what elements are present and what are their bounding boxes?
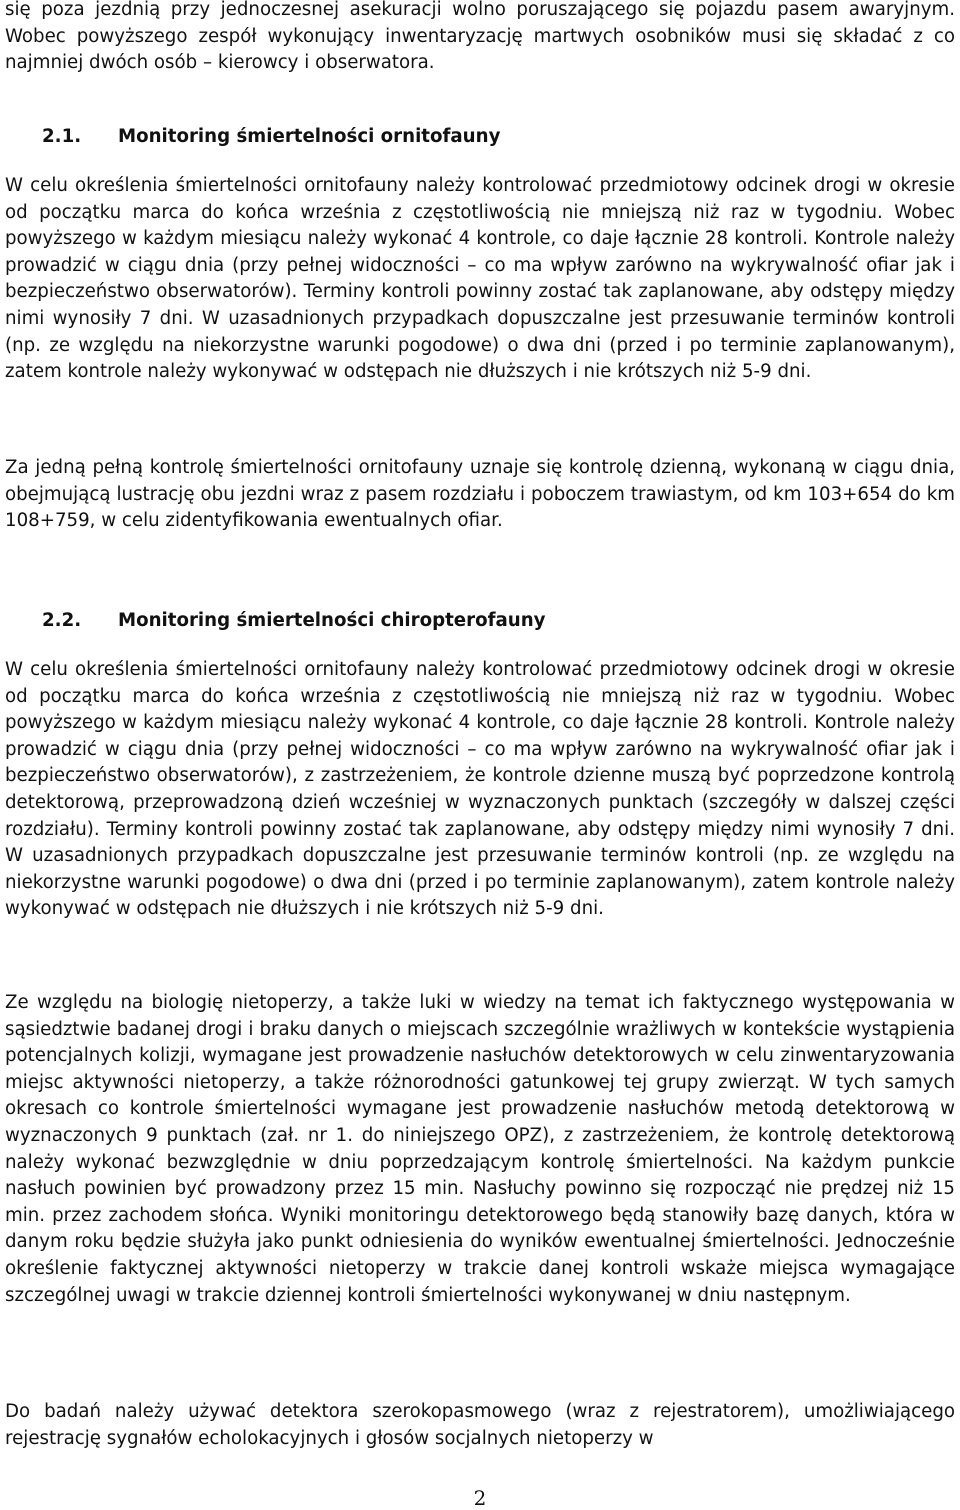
section-2-1-paragraph-2: Za jedną pełną kontrolę śmiertelności ornitofauny uznaje się kontrolę dzienną, wykonaną w ciągu dnia, obejmującą lustrację obu jezdni wraz z pasem rozdziału i poboczem trawiastym, od km 103+654 do km 108+759, w celu zidentyfikowania ewentualnych ofiar.: [5, 457, 955, 532]
section-heading-2-2: [42, 608, 546, 635]
section-heading-2-1: [42, 124, 500, 151]
section-title: Monitoring śmiertelności chiropterofauny: [118, 610, 546, 631]
section-number: 2.2.: [42, 610, 82, 631]
section-2-2-paragraph-1: W celu określenia śmiertelności ornitofauny należy kontrolować przedmiotowy odcinek drogi w okresie od początku marca do końca września z częstotliwością nie mniejszą niż raz w tygodniu. Wobec powyższego w każdym miesiącu należy wykonać 4 kontrole, co daje łącznie 28 kontroli. Kontrole należy prowadzić w ciągu dnia (przy pełnej widoczności – co ma wpływ zarówno na wykrywalność ofiar jak i bezpieczeństwo obserwatorów), z zastrzeżeniem, że kontrole dzienne muszą być poprzedzone kontrolą detektorową, przeprowadzoną dzień wcześniej w wyznaczonych punktach (szczegóły w dalszej części rozdziału). Terminy kontroli powinny zostać tak zaplanowane, aby odstępy między nimi wynosiły 7 dni. W uzasadnionych przypadkach dopuszczalne jest przesuwanie terminów kontroli (np. ze względu na niekorzystne warunki pogodowe) o dwa dni (przed i po terminie zaplanowanym), zatem kontrole należy wykonywać w odstępach nie dłuższych i nie krótszych niż 5-9 dni.: [5, 659, 955, 920]
section-title: Monitoring śmiertelności ornitofauny: [118, 126, 501, 147]
section-2-2-paragraph-2: Ze względu na biologię nietoperzy, a także luki w wiedzy na temat ich faktycznego występowania w sąsiedztwie badanej drogi i braku danych o miejscach szczególnie wrażliwych w kontekście wystąpienia potencjalnych kolizji, wymagane jest prowadzenie nasłuchów detektorowych w celu zinwentaryzowania miejsc aktywności nietoperzy, a także różnorodności gatunkowej tej grupy zwierząt. W tych samych okresach co kontrole śmiertelności wymagane jest prowadzenie nasłuchów metodą detektorową w wyznaczonych 9 punktach (zał. nr 1. do niniejszego OPZ), z zastrzeżeniem, że kontrolę detektorową należy wykonać bezwzględnie w dniu poprzedzającym kontrolę śmiertelności. Na każdym punkcie nasłuch powinien być prowadzony przez 15 min. Nasłuchy powinno się rozpocząć nie prędzej niż 15 min. przez zachodem słońca. Wyniki monitoringu detektorowego będą stanowiły bazę danych, która w danym roku będzie służyła jako punkt odniesienia do wyników ewentualnej śmiertelności. Jednocześnie określenie faktycznej aktywności nietoperzy w trakcie danej kontroli wskaże miejsca wymagające szczególnej uwagi w trakcie dziennej kontroli śmiertelności wykonywanej w dniu następnym.: [5, 992, 955, 1306]
page-number: 2: [473, 1486, 487, 1510]
intro-paragraph: się poza jezdnią przy jednoczesnej asekuracji wolno poruszającego się pojazdu pasem awaryjnym. Wobec powyższego zespół wykonujący inwentaryzację martwych osobników musi się składać z co najmniej dwóch osób – kierowcy i obserwatora.: [5, 0, 955, 74]
section-2-2-paragraph-3: Do badań należy używać detektora szerokopasmowego (wraz z rejestratorem), umożliwiającego rejestrację sygnałów echolokacyjnych i głosów socjalnych nietoperzy w: [5, 1401, 955, 1449]
section-2-1-paragraph-1: W celu określenia śmiertelności ornitofauny należy kontrolować przedmiotowy odcinek drogi w okresie od początku marca do końca września z częstotliwością nie mniejszą niż raz w tygodniu. Wobec powyższego w każdym miesiącu należy wykonać 4 kontrole, co daje łącznie 28 kontroli. Kontrole należy prowadzić w ciągu dnia (przy pełnej widoczności – co ma wpływ zarówno na wykrywalność ofiar jak i bezpieczeństwo obserwatorów). Terminy kontroli powinny zostać tak zaplanowane, aby odstępy między nimi wynosiły 7 dni. W uzasadnionych przypadkach dopuszczalne jest przesuwanie terminów kontroli (np. ze względu na niekorzystne warunki pogodowe) o dwa dni (przed i po terminie zaplanowanym), zatem kontrole należy wykonywać w odstępach nie dłuższych i nie krótszych niż 5-9 dni.: [5, 175, 955, 383]
section-number: 2.1.: [42, 126, 82, 147]
